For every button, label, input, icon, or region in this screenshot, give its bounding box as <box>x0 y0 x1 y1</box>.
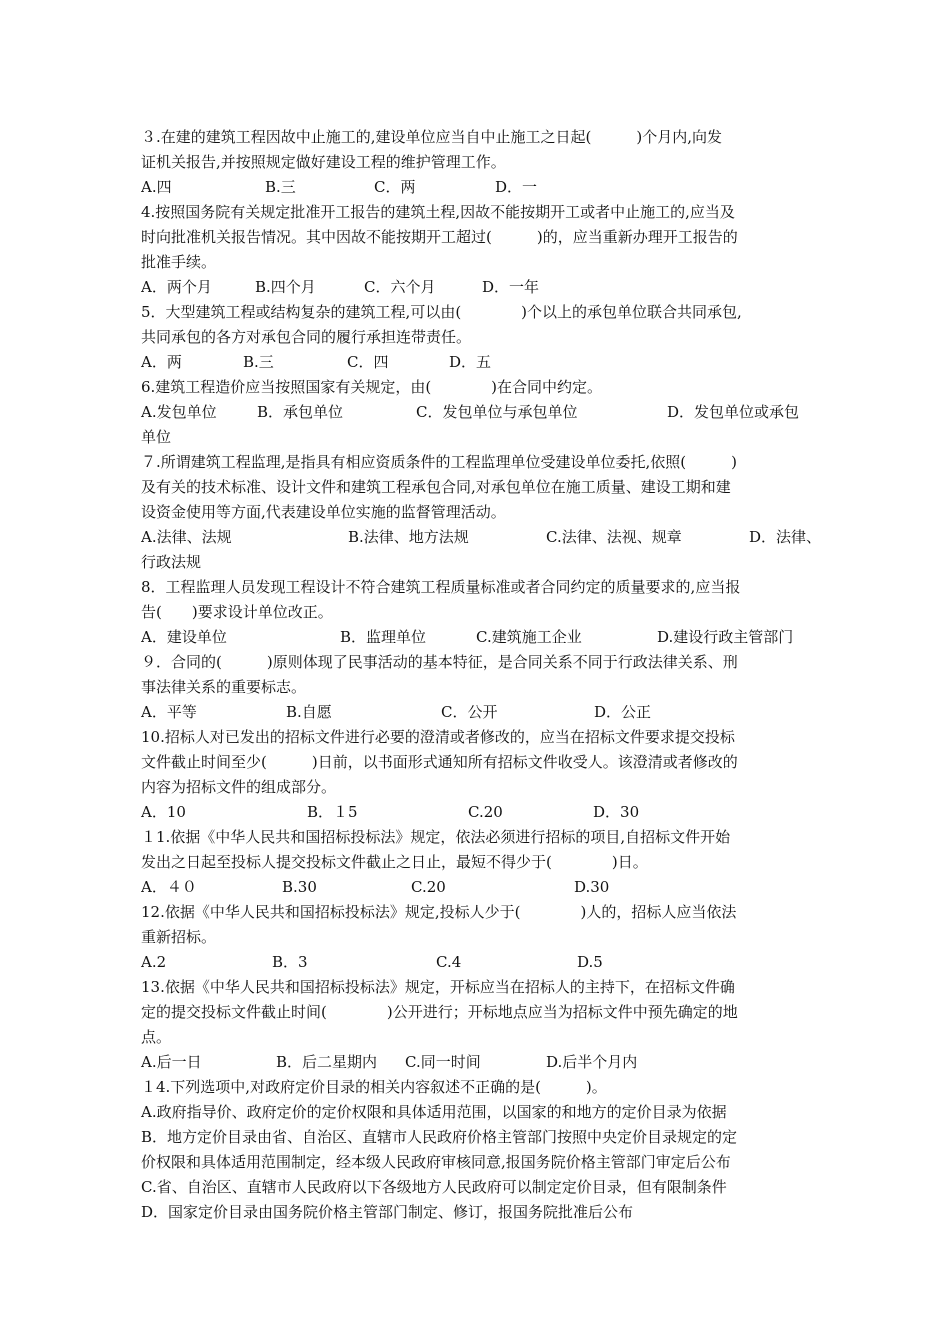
option-b: B．监理单位 <box>340 628 427 646</box>
question-stem-line: １4.下列选项中,对政府定价目录的相关内容叙述不正确的是( )。 <box>141 1078 607 1096</box>
answer-options <box>141 625 823 650</box>
option-a: A．10 <box>141 803 186 821</box>
option-b: B．地方定价目录由省、自治区、直辖市人民政府价格主管部门按照中央定价目录规定的定 <box>141 1128 738 1146</box>
question-stem-line: 4.按照国务院有关规定批准开工报告的建筑土程,因故不能按期开工或者中止施工的,应当及 <box>141 203 735 221</box>
question-stem-line: 发出之日起至投标人提交投标文件截止之日止，最短不得少于( )日。 <box>141 853 648 871</box>
question-7 <box>141 450 823 575</box>
question-5 <box>141 300 823 375</box>
answer-options <box>141 400 823 425</box>
option-c: C.法律、法视、规章 <box>546 528 682 546</box>
exam-document <box>141 125 823 1225</box>
option-d: D.30 <box>574 878 610 896</box>
option-c: C．六个月 <box>364 278 436 296</box>
option-b-continued: 价权限和具体适用范围制定，经本级人民政府审核同意,报国务院价格主管部门审定后公布 <box>141 1153 731 1171</box>
option-wrap-line: 行政法规 <box>141 553 202 571</box>
question-stem-line: 共同承包的各方对承包合同的履行承担连带责任。 <box>141 328 472 346</box>
question-12 <box>141 900 823 975</box>
question-3 <box>141 125 823 200</box>
answer-options <box>141 275 823 300</box>
question-stem-line: ９．合同的( )原则体现了民事活动的基本特征，是合同关系不同于行政法律关系、刑 <box>141 653 738 671</box>
option-d: D．五 <box>449 353 492 371</box>
option-c: C．两 <box>374 178 416 196</box>
option-d: D．一年 <box>482 278 540 296</box>
question-stem-line: 文件截止时间至少( )日前，以书面形式通知所有招标文件收受人。该澄清或者修改的 <box>141 753 738 771</box>
option-d: D.5 <box>577 953 603 971</box>
question-8 <box>141 575 823 650</box>
option-a: A.四 <box>141 178 172 196</box>
option-b: B．3 <box>272 953 308 971</box>
question-stem-line: ３.在建的建筑工程因故中止施工的,建设单位应当自中止施工之日起( )个月内,向发 <box>141 128 723 146</box>
option-d: D．公正 <box>594 703 652 721</box>
question-stem-line: 13.依据《中华人民共和国招标投标法》规定，开标应当在招标人的主持下，在招标文件确 <box>141 978 735 996</box>
option-b: B.自愿 <box>286 703 332 721</box>
question-stem-line: 设资金使用等方面,代表建设单位实施的监督管理活动。 <box>141 503 506 521</box>
option-b: B．承包单位 <box>257 403 344 421</box>
question-stem-line: １1.依据《中华人民共和国招标投标法》规定，依法必须进行招标的项目,自招标文件开始 <box>141 828 731 846</box>
option-d: D．国家定价目录由国务院价格主管部门制定、修订，报国务院批准后公布 <box>141 1203 634 1221</box>
question-13 <box>141 975 823 1075</box>
question-4 <box>141 200 823 300</box>
answer-options <box>141 1050 823 1075</box>
question-stem-line: 告( )要求设计单位改正。 <box>141 603 333 621</box>
answer-options <box>141 950 823 975</box>
option-b: B.三 <box>265 178 296 196</box>
answer-options <box>141 175 823 200</box>
option-b: B．后二星期内 <box>276 1053 378 1071</box>
option-wrap-line: 单位 <box>141 428 172 446</box>
question-10 <box>141 725 823 825</box>
option-b: B．１5 <box>307 803 358 821</box>
question-stem-line: 时向批准机关报告情况。其中因故不能按期开工超过( )的，应当重新办理开工报告的 <box>141 228 738 246</box>
question-stem-line: 5．大型建筑工程或结构复杂的建筑工程,可以由( )个以上的承包单位联合共同承包, <box>141 303 742 321</box>
question-stem-line: 定的提交投标文件截止时间( )公开进行；开标地点应当为招标文件中预先确定的地 <box>141 1003 738 1021</box>
answer-options <box>141 875 823 900</box>
question-stem-line: 点。 <box>141 1028 172 1046</box>
question-9 <box>141 650 823 725</box>
option-d: D.建设行政主管部门 <box>657 628 794 646</box>
answer-options <box>141 525 823 550</box>
option-d: D．法律、 <box>749 528 822 546</box>
option-b: B.三 <box>243 353 274 371</box>
option-b: B.30 <box>282 878 317 896</box>
option-c: C．四 <box>347 353 389 371</box>
option-d: D．一 <box>495 178 538 196</box>
option-b: B.四个月 <box>255 278 316 296</box>
option-c: C．公开 <box>441 703 498 721</box>
option-d: D．发包单位或承包 <box>667 403 800 421</box>
answer-options <box>141 800 823 825</box>
option-c: C．发包单位与承包单位 <box>416 403 578 421</box>
question-stem-line: 6.建筑工程造价应当按照国家有关规定，由( )在合同中约定。 <box>141 378 603 396</box>
question-stem-line: 证机关报告,并按照规定做好建设工程的维护管理工作。 <box>141 153 506 171</box>
question-stem-line: 内容为招标文件的组成部分。 <box>141 778 337 796</box>
option-a: A．平等 <box>141 703 197 721</box>
option-a: A.后一日 <box>141 1053 202 1071</box>
question-stem-line: 及有关的技术标准、设计文件和建筑工程承包合同,对承包单位在施工质量、建设工期和建 <box>141 478 731 496</box>
answer-options <box>141 700 823 725</box>
option-c: C.省、自治区、直辖市人民政府以下各级地方人民政府可以制定定价目录，但有限制条件 <box>141 1178 727 1196</box>
question-11 <box>141 825 823 900</box>
question-stem-line: 重新招标。 <box>141 928 217 946</box>
question-stem-line: 10.招标人对已发出的招标文件进行必要的澄清或者修改的，应当在招标文件要求提交投标 <box>141 728 735 746</box>
answer-options <box>141 350 823 375</box>
option-a: A．建设单位 <box>141 628 227 646</box>
option-c: C.4 <box>436 953 462 971</box>
option-d: D．30 <box>593 803 640 821</box>
option-a: A．两 <box>141 353 182 371</box>
option-a: A.2 <box>141 953 167 971</box>
question-stem-line: ７.所谓建筑工程监理,是指具有相应资质条件的工程监理单位受建设单位委托,依照( ) <box>141 453 738 471</box>
question-stem-line: 8．工程监理人员发现工程设计不符合建筑工程质量标准或者合同约定的质量要求的,应当报 <box>141 578 741 596</box>
option-a: A.发包单位 <box>141 403 217 421</box>
question-14 <box>141 1075 823 1225</box>
option-a: A．两个月 <box>141 278 212 296</box>
option-c: C.20 <box>468 803 503 821</box>
option-c: C.20 <box>411 878 446 896</box>
question-stem-line: 事法律关系的重要标志。 <box>141 678 307 696</box>
question-6 <box>141 375 823 450</box>
option-d: D.后半个月内 <box>546 1053 638 1071</box>
option-a: A.政府指导价、政府定价的定价权限和具体适用范围，以国家的和地方的定价目录为依据 <box>141 1103 727 1121</box>
option-b: B.法律、地方法规 <box>348 528 469 546</box>
option-c: C.建筑施工企业 <box>476 628 582 646</box>
option-a: A.法律、法规 <box>141 528 232 546</box>
option-a: A．４０ <box>141 878 197 896</box>
question-stem-line: 批准手续。 <box>141 253 217 271</box>
option-c: C.同一时间 <box>405 1053 481 1071</box>
question-stem-line: 12.依据《中华人民共和国招标投标法》规定,投标人少于( )人的，招标人应当依法 <box>141 903 737 921</box>
